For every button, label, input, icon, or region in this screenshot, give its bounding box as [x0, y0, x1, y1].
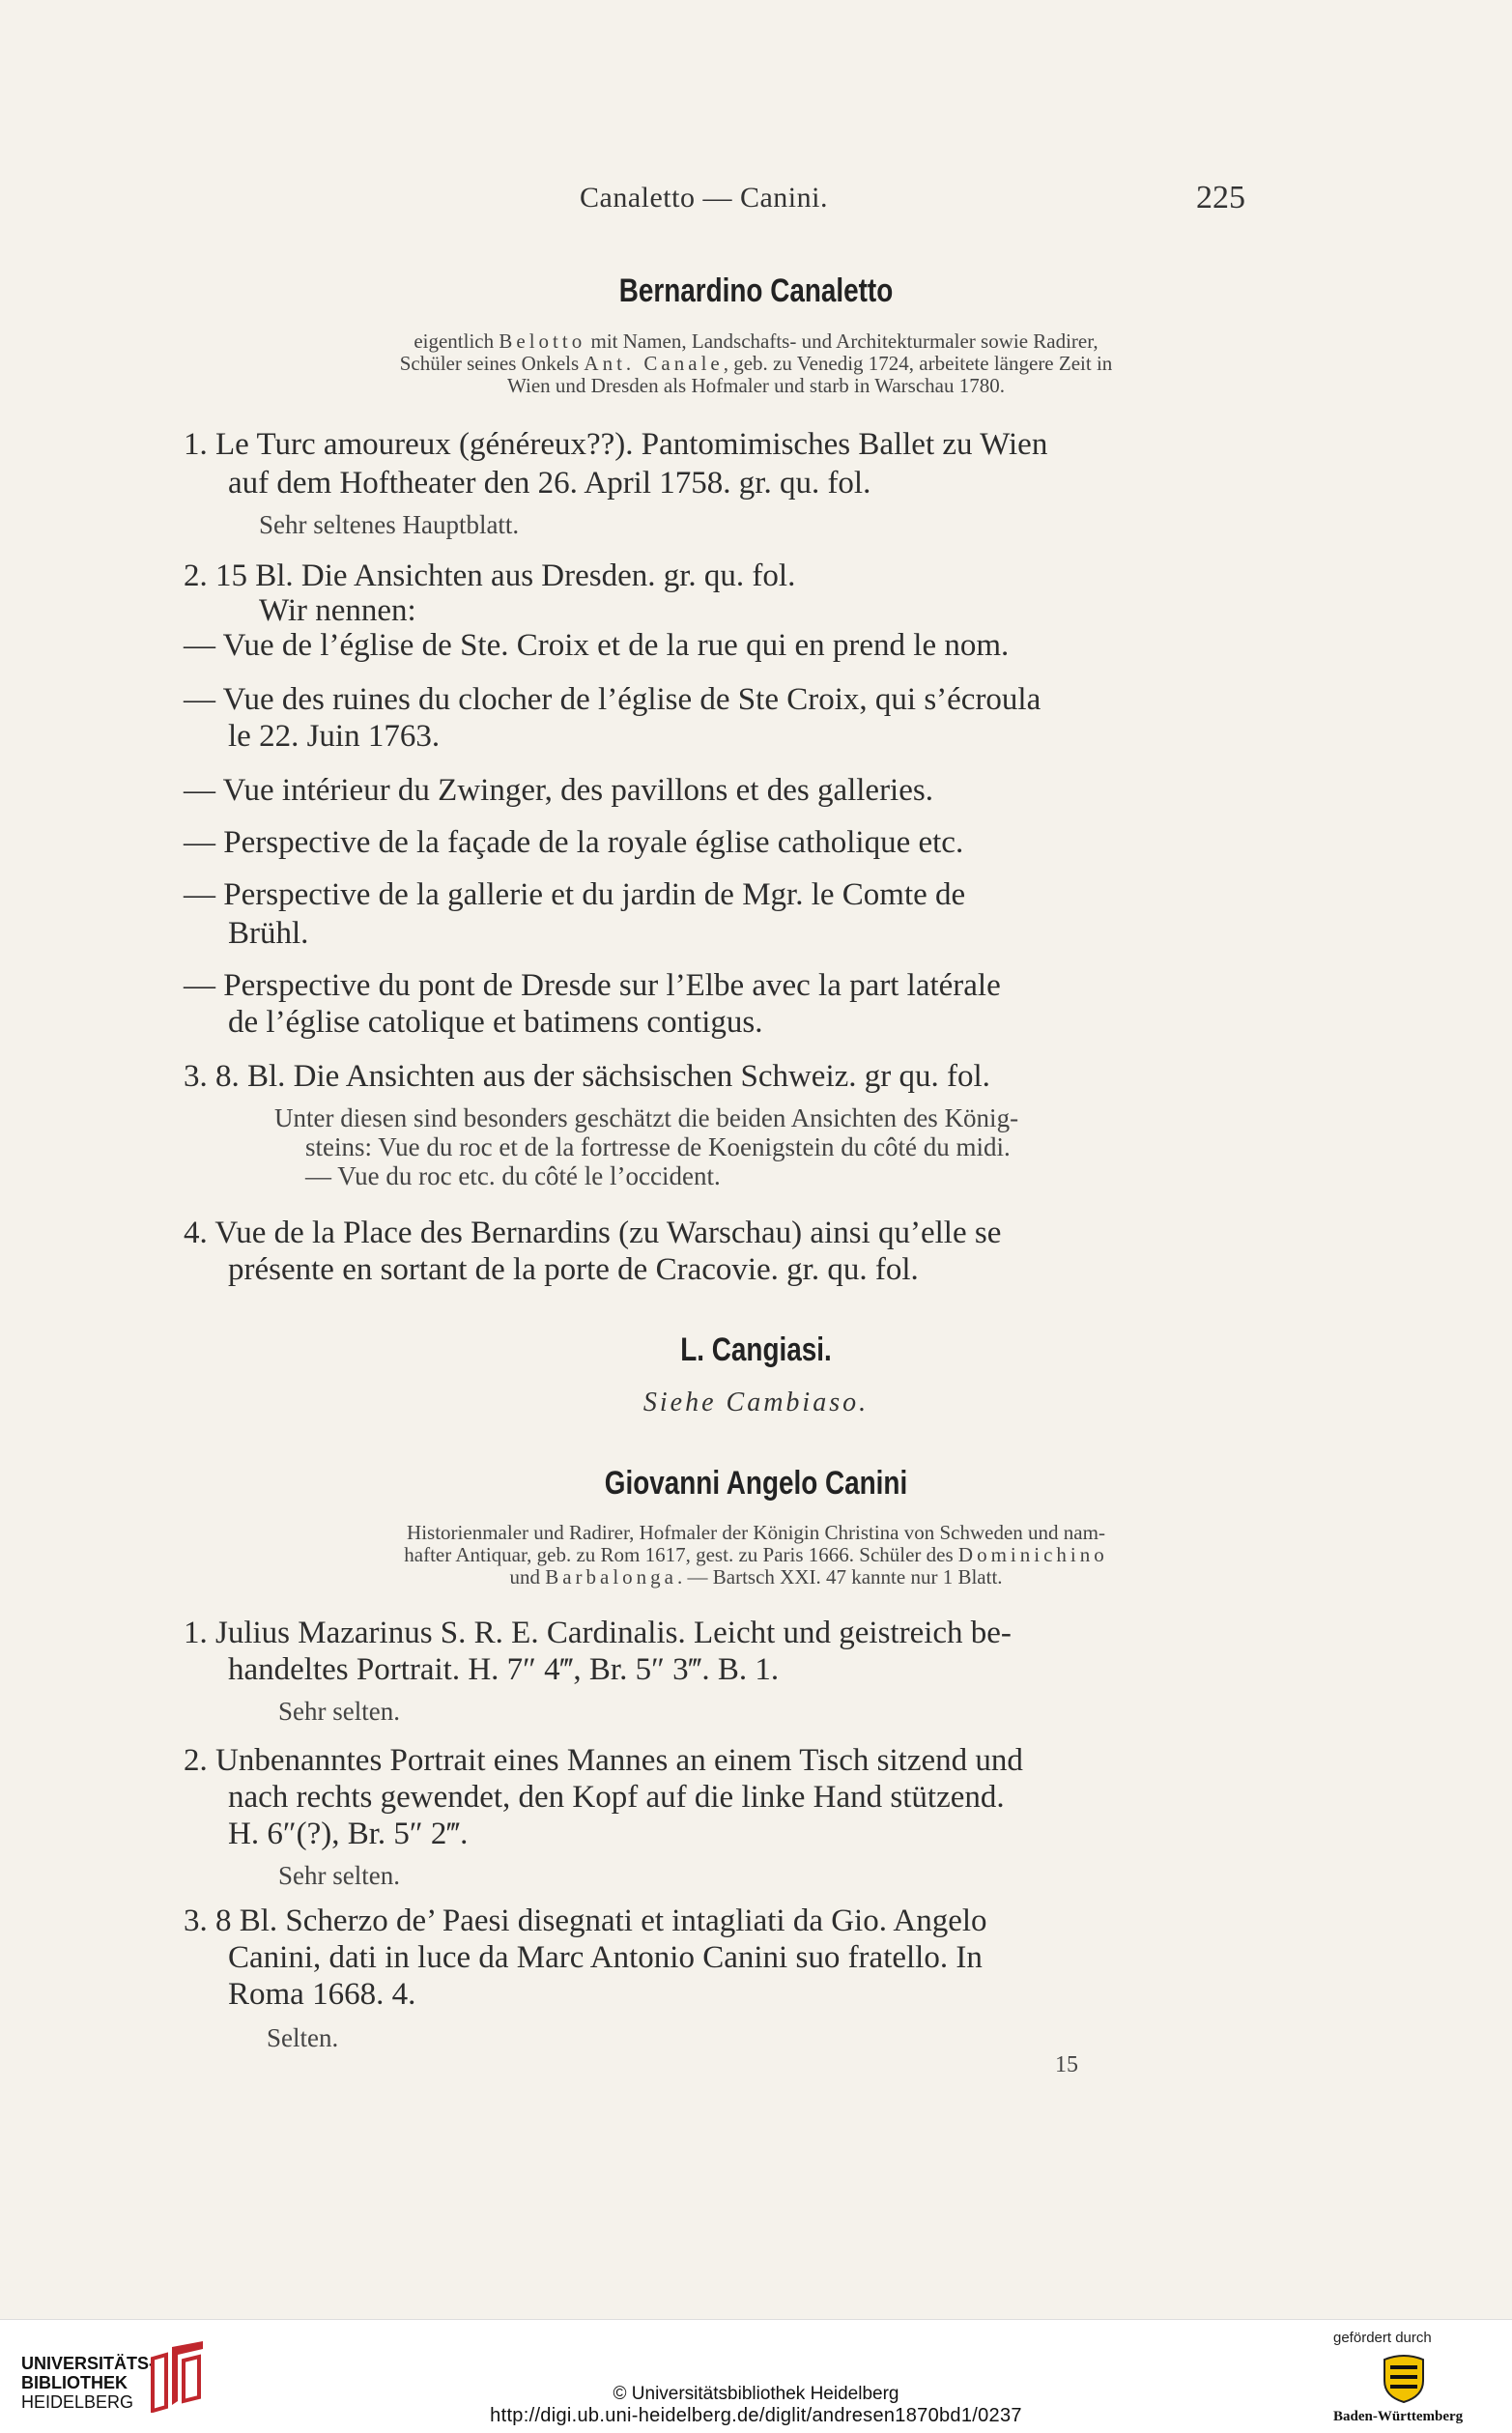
entry-1-line-2: auf dem Hoftheater den 26. April 1758. gr. qu. fol. — [228, 466, 871, 501]
permalink[interactable]: http://digi.ub.uni-heidelberg.de/diglit/andresen1870bd1/0237 — [490, 2405, 1022, 2426]
list-item: — Perspective de la gallerie et du jardin de Mgr. le Comte de — [184, 877, 966, 912]
entry-2-line-2: nach rechts gewendet, den Kopf auf die linke Hand stützend. — [228, 1780, 1005, 1815]
entry-2-line-1: 2. 15 Bl. Die Ansichten aus Dresden. gr. qu. fol. — [184, 558, 796, 593]
list-item: — Vue de l’église de Ste. Croix et de la rue qui en prend le nom. — [184, 628, 1010, 663]
list-item: — Vue des ruines du clocher de l’église de Ste Croix, qui s’écroula — [184, 682, 1041, 717]
page-number: 225 — [1196, 180, 1245, 215]
entry-1-note: Sehr selten. — [278, 1697, 400, 1726]
entry-3-note-3: — Vue du roc etc. du côté le l’occident. — [305, 1161, 721, 1190]
entry-1-line-1: 1. Julius Mazarinus S. R. E. Cardinalis. Leicht und geistreich be- — [184, 1616, 1012, 1650]
section-heading-canaletto: Bernardino Canaletto — [618, 272, 894, 309]
entry-3-note: Selten. — [267, 2023, 339, 2052]
list-item-cont: le 22. Juin 1763. — [228, 719, 441, 754]
section-heading-canini: Giovanni Angelo Canini — [604, 1465, 908, 1502]
entry-1-line-1: 1. Le Turc amoureux (généreux??). Pantomimisches Ballet zu Wien — [184, 427, 1048, 462]
entry-2-line-3: H. 6″(?), Br. 5″ 2‴. — [228, 1817, 469, 1851]
coat-of-arms-icon — [1377, 2352, 1431, 2404]
copyright-text: © Universitätsbibliothek Heidelberg — [613, 2384, 899, 2404]
entry-2-sub: Wir nennen: — [259, 593, 416, 628]
intro-line-3: Wien und Dresden als Hofmaler und starb in Warschau 1780. — [507, 374, 1005, 397]
entry-3-line-1: 3. 8 Bl. Scherzo de’ Paesi disegnati et intagliati da Gio. Angelo — [184, 1903, 987, 1938]
signature-mark: 15 — [1055, 2052, 1078, 2077]
entry-3-note-1: Unter diesen sind besonders geschätzt die beiden Ansichten des König- — [274, 1103, 1019, 1132]
entry-3-note-2: steins: Vue du roc et de la fortresse de Koenigstein du côté du midi. — [305, 1132, 1011, 1161]
library-name: UNIVERSITÄTS- BIBLIOTHEK HEIDELBERG — [21, 2354, 156, 2412]
entry-3-line-1: 3. 8. Bl. Die Ansichten aus der sächsischen Schweiz. gr qu. fol. — [184, 1059, 990, 1094]
entry-3-line-3: Roma 1668. 4. — [228, 1977, 416, 2012]
list-item-cont: de l’église catolique et batimens contigus. — [228, 1005, 763, 1040]
entry-3-line-2: Canini, dati in luce da Marc Antonio Canini suo fratello. In — [228, 1940, 983, 1975]
intro-line-1: Historienmaler und Radirer, Hofmaler der Königin Christina von Schweden und nam- — [407, 1521, 1105, 1544]
list-item: — Perspective du pont de Dresde sur l’Elbe avec la part latérale — [184, 968, 1001, 1003]
entry-4-line-2: présente en sortant de la porte de Cracovie. gr. qu. fol. — [228, 1252, 919, 1287]
entry-1-note: Sehr seltenes Hauptblatt. — [259, 510, 520, 539]
list-item: — Perspective de la façade de la royale église catholique etc. — [184, 825, 964, 860]
intro-line-2: Schüler seines Onkels Ant. Canale, geb. zu Venedig 1724, arbeitete längere Zeit in — [399, 352, 1113, 375]
intro-line-3: und Barbalonga. — Bartsch XXI. 47 kannte nur 1 Blatt. — [509, 1565, 1003, 1589]
entry-2-note: Sehr selten. — [278, 1861, 400, 1890]
list-item: — Vue intérieur du Zwinger, des pavillons et des galleries. — [184, 773, 933, 808]
intro-line-1: eigentlich Belotto mit Namen, Landschafts- und Architekturmaler sowie Radirer, — [414, 329, 1098, 353]
section-heading-cangiasi: L. Cangiasi. — [680, 1331, 832, 1368]
cross-reference: Siehe Cambiaso. — [642, 1388, 870, 1417]
sponsor-label: gefördert durch — [1333, 2330, 1432, 2346]
sponsor-name: Baden-Württemberg — [1333, 2409, 1464, 2424]
footer-bar — [0, 2319, 1512, 2433]
entry-4-line-1: 4. Vue de la Place des Bernardins (zu Warschau) ainsi qu’elle se — [184, 1216, 1002, 1250]
running-title: Canaletto — Canini. — [580, 182, 828, 214]
intro-line-2: hafter Antiquar, geb. zu Rom 1617, gest. zu Paris 1666. Schüler des Dominichino — [404, 1543, 1108, 1566]
entry-1-line-2: handeltes Portrait. H. 7″ 4‴, Br. 5″ 3‴. B. 1. — [228, 1652, 780, 1687]
list-item-cont: Brühl. — [228, 916, 309, 951]
entry-2-line-1: 2. Unbenanntes Portrait eines Mannes an einem Tisch sitzend und — [184, 1743, 1023, 1778]
